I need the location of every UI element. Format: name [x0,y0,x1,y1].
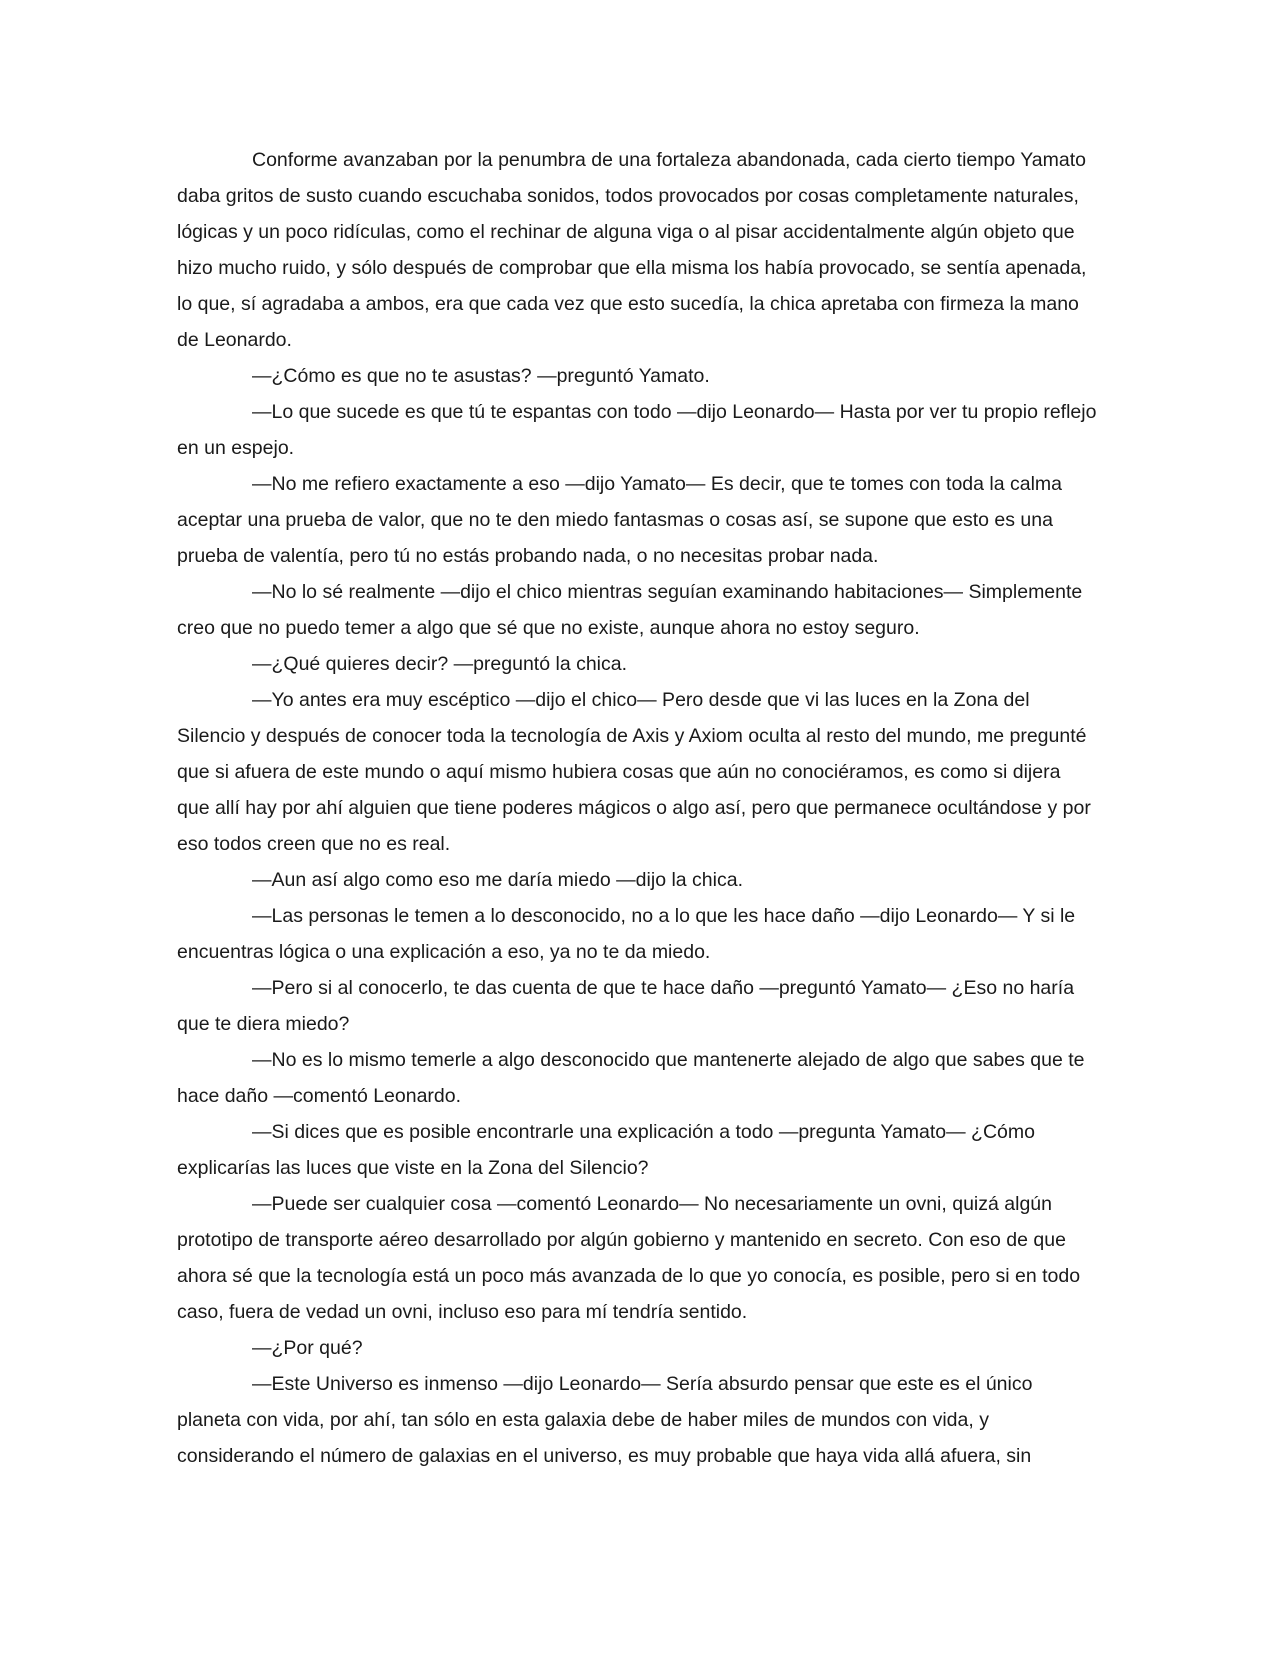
paragraph-dialogue: —No me refiero exactamente a eso —dijo Yamato— Es decir, que te tomes con toda la calma aceptar una prueba de valor, que no te den miedo fantasmas o cosas así, se supone que esto es una prueba de valentía, pero tú no estás probando nada, o no necesitas probar nada. [177,473,1063,567]
paragraph-dialogue: —Las personas le temen a lo desconocido, no a lo que les hace daño —dijo Leonardo— Y si le encuentras lógica o una explicación a eso, ya no te da miedo. [177,905,1076,963]
paragraph-dialogue: —Este Universo es inmenso —dijo Leonardo— Sería absurdo pensar que este es el único planeta con vida, por ahí, tan sólo en esta galaxia debe de haber miles de mundos con vida, y considerando el número de galaxias en el universo, es muy probable que haya vida allá afuera, sin [177,1373,1033,1467]
paragraph-dialogue: —Lo que sucede es que tú te espantas con todo —dijo Leonardo— Hasta por ver tu propio reflejo en un espejo. [177,401,1097,459]
paragraph-dialogue: —Aun así algo como eso me daría miedo —dijo la chica. [252,869,743,891]
paragraph-dialogue: —Pero si al conocerlo, te das cuenta de que te hace daño —preguntó Yamato— ¿Eso no haría que te diera miedo? [177,977,1075,1035]
paragraph-narration: Conforme avanzaban por la penumbra de una fortaleza abandonada, cada cierto tiempo Yamato daba gritos de susto cuando escuchaba sonidos, todos provocados por cosas completamente naturales, lógicas y un poco ridículas, como el rechinar de alguna viga o al pisar accidentalmente algún objeto que hizo mucho ruido, y sólo después de comprobar que ella misma los había provocado, se sentía apenada, lo que, sí agradaba a ambos, era que cada vez que esto sucedía, la chica apretaba con firmeza la mano de Leonardo. [177,149,1087,351]
paragraph-dialogue: —Yo antes era muy escéptico —dijo el chico— Pero desde que vi las luces en la Zona del Silencio y después de conocer toda la tecnología de Axis y Axiom oculta al resto del mundo, me pregunté que si afuera de este mundo o aquí mismo hubiera cosas que aún no conociéramos, es como si dijera que allí hay por ahí alguien que tiene poderes mágicos o algo así, pero que permanece ocultándose y por eso todos creen que no es real. [177,689,1091,855]
paragraph-dialogue: —Si dices que es posible encontrarle una explicación a todo —pregunta Yamato— ¿Cómo explicarías las luces que viste en la Zona del Silencio? [177,1121,1035,1179]
paragraph-dialogue: —¿Cómo es que no te asustas? —preguntó Yamato. [252,365,710,387]
paragraph-dialogue: —No lo sé realmente —dijo el chico mientras seguían examinando habitaciones— Simplemente creo que no puedo temer a algo que sé que no existe, aunque ahora no estoy seguro. [177,581,1083,639]
paragraph-dialogue: —¿Por qué? [252,1337,363,1359]
paragraph-dialogue: —¿Qué quieres decir? —preguntó la chica. [252,653,628,675]
paragraph-dialogue: —Puede ser cualquier cosa —comentó Leonardo— No necesariamente un ovni, quizá algún prototipo de transporte aéreo desarrollado por algún gobierno y mantenido en secreto. Con eso de que ahora sé que la tecnología está un poco más avanzada de lo que yo conocía, es posible, pero si en todo caso, fuera de vedad un ovni, incluso eso para mí tendría sentido. [177,1193,1081,1323]
paragraph-dialogue: —No es lo mismo temerle a algo desconocido que mantenerte alejado de algo que sabes que te hace daño —comentó Leonardo. [177,1049,1085,1107]
document-body [177,142,1097,1474]
